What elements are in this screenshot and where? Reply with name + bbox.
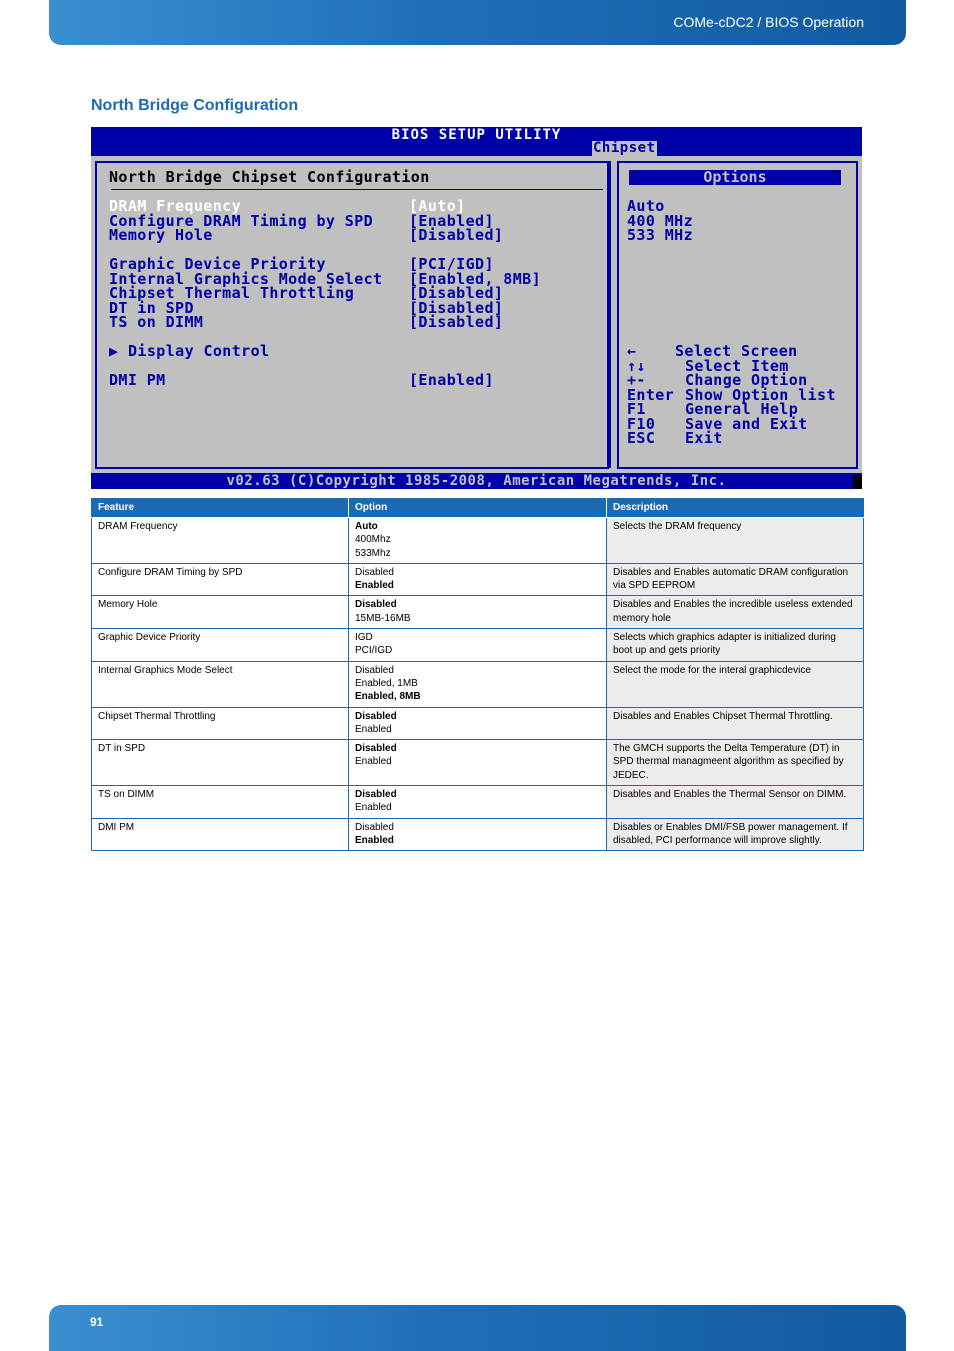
feature-cell: Internal Graphics Mode Select: [92, 661, 349, 707]
bios-divider: [609, 161, 611, 468]
bios-options-panel: [617, 161, 858, 469]
bios-help-key: ↑↓: [627, 357, 646, 375]
option-value: Enabled: [355, 756, 392, 768]
header-description: Description: [607, 498, 864, 518]
bios-setting-value[interactable]: [Disabled]: [409, 299, 504, 317]
option-value: 15MB-16MB: [355, 612, 411, 624]
table-row: [92, 629, 864, 662]
page-number: 91: [90, 1315, 104, 1329]
bios-status-bar: [91, 473, 862, 489]
bios-cursor: [853, 475, 862, 489]
option-cell: [349, 596, 607, 629]
feature-cell: DT in SPD: [92, 740, 349, 786]
description-cell: Disables and Enables the Thermal Sensor on DIMM.: [607, 786, 864, 819]
option-cell: [349, 740, 607, 786]
option-value: PCI/IGD: [355, 645, 393, 657]
feature-cell: TS on DIMM: [92, 786, 349, 819]
option-cell: [349, 518, 607, 564]
description-cell: The GMCH supports the Delta Temperature (DT) in SPD thermal managmeent algorithm as specified by JEDEC.: [607, 740, 864, 786]
bios-screenshot: [91, 127, 862, 489]
bios-setting-value[interactable]: [Disabled]: [409, 226, 504, 244]
table-row: [92, 563, 864, 596]
bios-option-item[interactable]: 400 MHz: [627, 212, 694, 230]
footer-band: [49, 1305, 906, 1351]
bios-setting-label[interactable]: Chipset Thermal Throttling: [109, 284, 355, 302]
option-value: Enabled, 8MB: [355, 691, 421, 703]
feature-cell: Configure DRAM Timing by SPD: [92, 563, 349, 596]
bios-setting-label[interactable]: DMI PM: [109, 371, 166, 389]
bios-help-action: Exit: [685, 429, 723, 447]
bios-setting-value[interactable]: [Enabled]: [409, 371, 494, 389]
option-cell: [349, 629, 607, 662]
bios-panel-title: North Bridge Chipset Configuration: [109, 168, 430, 186]
table-row: [92, 661, 864, 707]
option-value: Auto: [355, 521, 378, 532]
option-value: Enabled: [355, 723, 392, 735]
bios-help-action: Change Option: [685, 371, 808, 389]
option-value: 533Mhz: [355, 547, 391, 559]
table-row: [92, 818, 864, 851]
bios-setting-label[interactable]: Configure DRAM Timing by SPD: [109, 212, 374, 230]
option-value: Enabled, 1MB: [355, 677, 418, 689]
bios-help-action: Show Option list: [685, 386, 836, 404]
description-cell: Selects which graphics adapter is initialized during boot up and gets priority: [607, 629, 864, 662]
bios-setting-value[interactable]: [Enabled]: [409, 212, 494, 230]
bios-setting-label[interactable]: Graphic Device Priority: [109, 255, 326, 273]
option-value: Disabled: [355, 789, 397, 801]
table-row: [92, 596, 864, 629]
header-title: COMe-cDC2 / BIOS Operation: [673, 14, 864, 30]
bios-setting-label[interactable]: Internal Graphics Mode Select: [109, 270, 383, 288]
feature-cell: DMI PM: [92, 818, 349, 851]
bios-setting-value[interactable]: [Enabled, 8MB]: [409, 270, 542, 288]
description-cell: Disables and Enables Chipset Thermal Throttling.: [607, 707, 864, 740]
option-value: Enabled: [355, 834, 394, 846]
bios-help-key: +-: [627, 371, 646, 389]
bios-help-key: ←: [627, 342, 637, 360]
feature-cell: Graphic Device Priority: [92, 629, 349, 662]
feature-table: [91, 498, 864, 851]
bios-help-action: Save and Exit: [685, 415, 808, 433]
option-value: Disabled: [355, 566, 394, 578]
feature-table-body: [92, 518, 864, 851]
bios-help-action: Select Screen: [675, 342, 798, 360]
table-row: [92, 786, 864, 819]
option-cell: [349, 661, 607, 707]
description-cell: Disables and Enables automatic DRAM configuration via SPD EEPROM: [607, 563, 864, 596]
bios-setting-label[interactable]: DRAM Frequency: [109, 197, 242, 215]
bios-help-key: ESC: [627, 429, 656, 447]
option-value: Disabled: [355, 599, 397, 611]
header-band: [49, 0, 906, 45]
option-value: 400Mhz: [355, 534, 391, 546]
feature-cell: DRAM Frequency: [92, 518, 349, 564]
bios-submenu-arrow-icon: ▶: [109, 342, 119, 360]
bios-setting-value[interactable]: [Disabled]: [409, 313, 504, 331]
bios-title-bar: [91, 127, 862, 156]
bios-setting-value[interactable]: [PCI/IGD]: [409, 255, 494, 273]
bios-help-action: General Help: [685, 400, 799, 418]
option-value: Enabled: [355, 802, 392, 814]
bios-setting-label[interactable]: DT in SPD: [109, 299, 194, 317]
bios-setting-label[interactable]: TS on DIMM: [109, 313, 204, 331]
bios-main-panel: [95, 161, 609, 469]
bios-setting-value[interactable]: [Disabled]: [409, 284, 504, 302]
option-cell: [349, 563, 607, 596]
bios-help-key: F1: [627, 400, 646, 418]
bios-title: BIOS SETUP UTILITY: [391, 127, 562, 143]
header-option: Option: [349, 498, 607, 518]
option-value: Disabled: [355, 743, 397, 755]
description-cell: Disables or Enables DMI/FSB power management. If disabled, PCI performance will improve slightly.: [607, 818, 864, 851]
header-feature: Feature: [92, 498, 349, 518]
bios-help-key: F10: [627, 415, 656, 433]
option-cell: [349, 786, 607, 819]
description-cell: Select the mode for the interal graphicdevice: [607, 661, 864, 707]
bios-options-title: Options: [629, 170, 841, 185]
bios-panel-rule: [111, 189, 603, 190]
bios-submenu-display-control[interactable]: Display Control: [128, 342, 270, 360]
table-row: [92, 518, 864, 564]
option-value: IGD: [355, 632, 373, 644]
bios-help-action: Select Item: [685, 357, 789, 375]
description-cell: Selects the DRAM frequency: [607, 518, 864, 564]
bios-setting-label[interactable]: Memory Hole: [109, 226, 213, 244]
option-value: Disabled: [355, 821, 394, 833]
option-cell: [349, 707, 607, 740]
option-value: Enabled: [355, 580, 394, 592]
description-cell: Disables and Enables the incredible useless extended memory hole: [607, 596, 864, 629]
table-row: [92, 740, 864, 786]
table-row: [92, 707, 864, 740]
table-header-row: [92, 498, 864, 518]
bios-option-item[interactable]: Auto: [627, 197, 665, 215]
bios-tab-chipset[interactable]: Chipset: [593, 140, 656, 156]
feature-cell: Memory Hole: [92, 596, 349, 629]
section-title: North Bridge Configuration: [91, 97, 299, 114]
bios-copyright: v02.63 (C)Copyright 1985-2008, American Megatrends, Inc.: [226, 473, 727, 489]
bios-setting-value[interactable]: [Auto]: [409, 197, 466, 215]
option-value: Disabled: [355, 664, 394, 676]
option-value: Disabled: [355, 710, 397, 722]
feature-cell: Chipset Thermal Throttling: [92, 707, 349, 740]
bios-help-key: Enter: [627, 386, 675, 404]
option-cell: [349, 818, 607, 851]
bios-option-item[interactable]: 533 MHz: [627, 226, 694, 244]
